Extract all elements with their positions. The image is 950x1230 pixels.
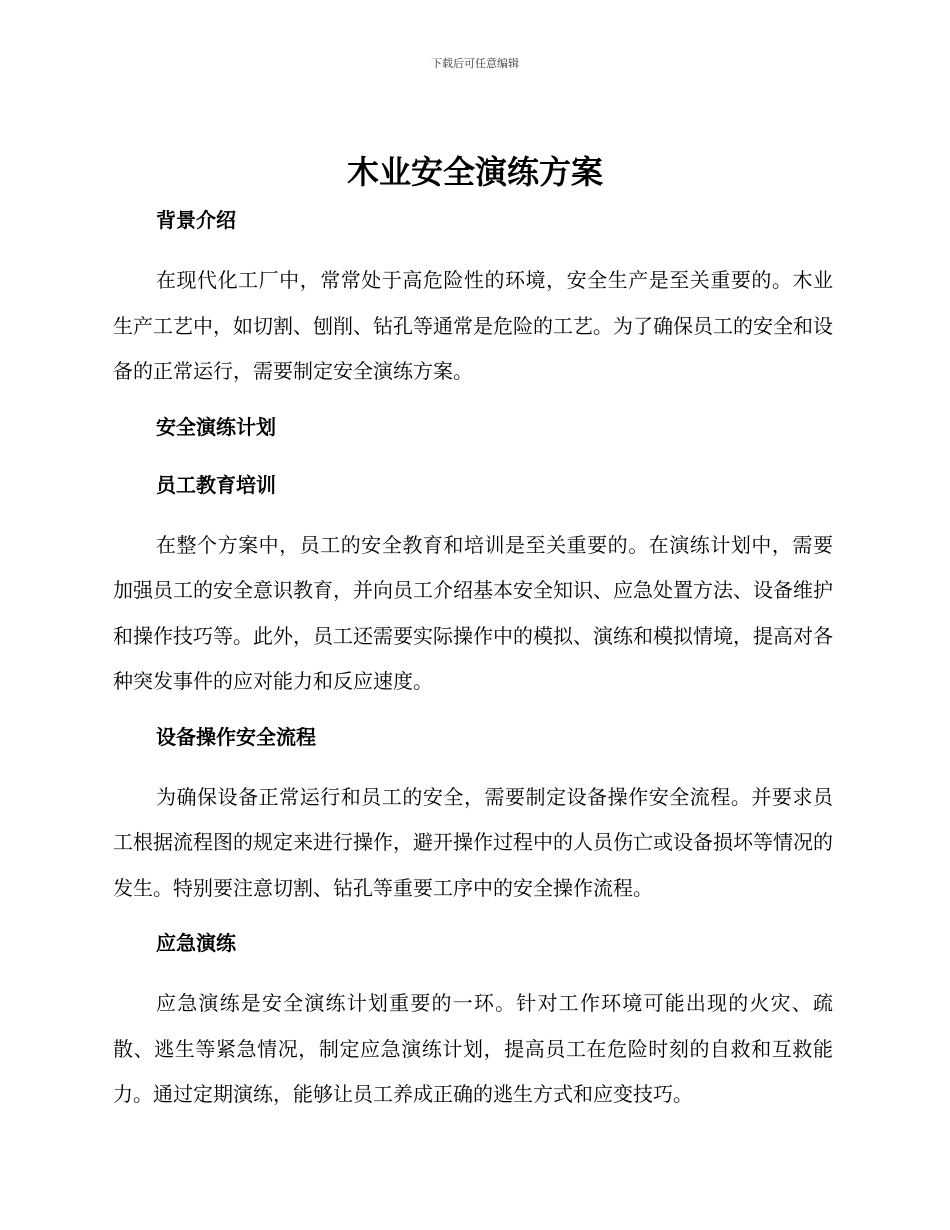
paragraph-equipment-safety: 为确保设备正常运行和员工的安全，需要制定设备操作安全流程。并要求员工根据流程图的规定来进行操作，避开操作过程中的人员伤亡或设备损坏等情况的发生。特别要注意切割、钻孔等重要工序中的安全操作流程。 — [113, 784, 833, 900]
heading-background: 背景介绍 — [156, 208, 236, 232]
heading-equipment-safety: 设备操作安全流程 — [156, 724, 316, 749]
heading-employee-training: 员工教育培训 — [156, 472, 276, 497]
header-note: 下载后可任意编辑 — [431, 57, 519, 70]
heading-safety-drill-plan: 安全演练计划 — [156, 414, 276, 439]
document-title: 木业安全演练方案 — [346, 153, 603, 191]
paragraph-emergency-drill: 应急演练是安全演练计划重要的一环。针对工作环境可能出现的火灾、疏散、逃生等紧急情况，制定应急演练计划，提高员工在危险时刻的自救和互救能力。通过定期演练，能够让员工养成正确的逃生方式和应变技巧。 — [113, 991, 833, 1106]
document-body — [113, 200, 833, 1130]
paragraph-background: 在现代化工厂中，常常处于高危险性的环境，安全生产是至关重要的。木业生产工艺中，如切割、刨削、钻孔等通常是危险的工艺。为了确保员工的安全和设备的正常运行，需要制定安全演练方案。 — [113, 268, 833, 383]
paragraph-employee-training: 在整个方案中，员工的安全教育和培训是至关重要的。在演练计划中，需要加强员工的安全意识教育，并向员工介绍基本安全知识、应急处置方法、设备维护和操作技巧等。此外，员工还需要实际操作中的模拟、演练和模拟情境，提高对各种突发事件的应对能力和反应速度。 — [113, 532, 833, 693]
heading-emergency-drill: 应急演练 — [156, 931, 236, 955]
